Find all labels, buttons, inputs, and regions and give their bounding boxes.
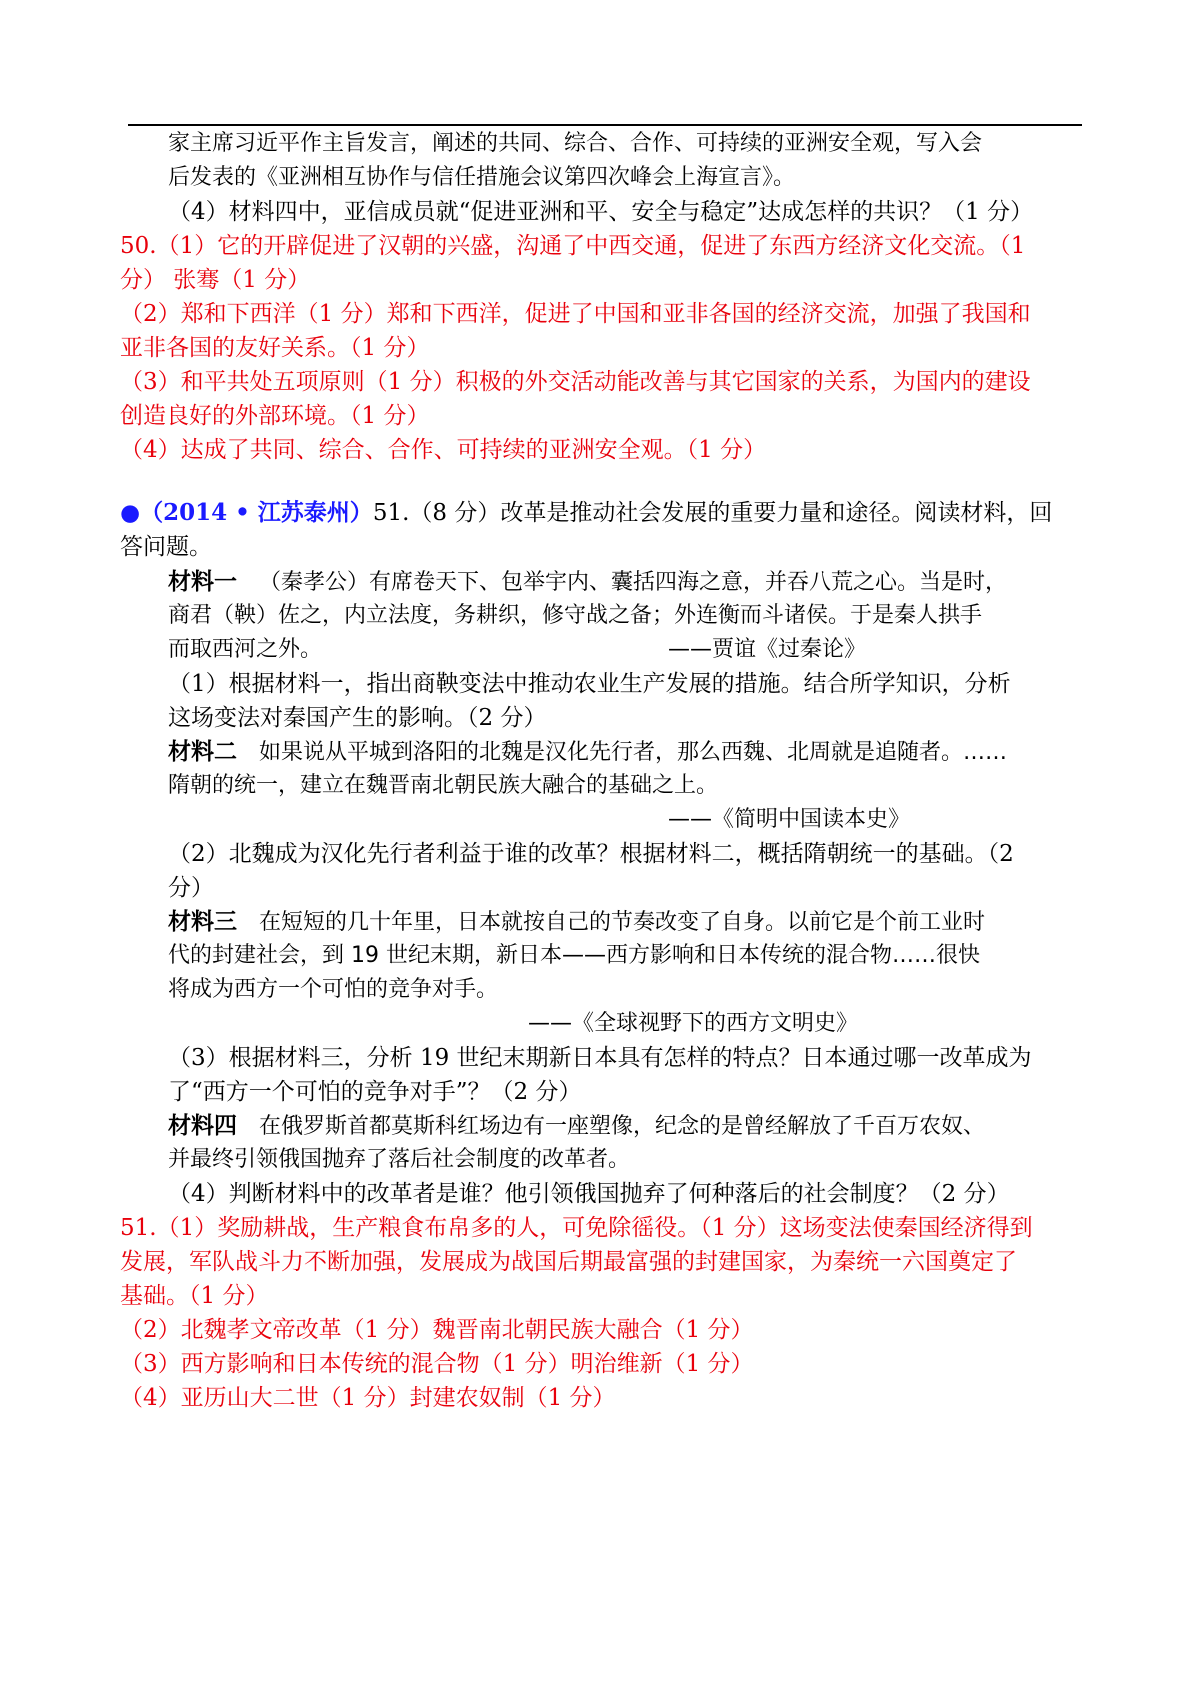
material-1-label: 材料一 <box>168 568 237 595</box>
material-continuation-line: 家主席习近平作主旨发言，阐述的共同、综合、合作、可持续的亚洲安全观，写入会 <box>168 131 983 156</box>
answer-50-line: 分） 张骞（1 分） <box>120 267 311 293</box>
question-51-2: （2）北魏成为汉化先行者利益于谁的改革？根据材料二，概括隋朝统一的基础。（2 <box>168 841 1014 867</box>
bullet-icon: ● <box>120 499 141 526</box>
material-1 <box>168 566 1007 599</box>
answer-50-line: （3）和平共处五项原则（1 分）积极的外交活动能改善与其它国家的关系，为国内的建设 <box>120 369 1031 395</box>
material-3-text: 代的封建社会，到 19 世纪末期，新日本——西方影响和日本传统的混合物……很快 <box>168 943 980 968</box>
material-2-text: 如果说从平城到洛阳的北魏是汉化先行者，那么西魏、北周就是追随者。…… <box>259 740 1008 765</box>
answer-51-line: （3）西方影响和日本传统的混合物（1 分）明治维新（1 分） <box>120 1351 754 1377</box>
header-rule <box>128 124 1082 126</box>
question-51-3: 了“西方一个可怕的竞争对手”？（2 分） <box>168 1079 582 1105</box>
material-continuation-line: 后发表的《亚洲相互协作与信任措施会议第四次峰会上海宣言》。 <box>168 165 796 190</box>
question-51-stem: 51.（8 分）改革是推动社会发展的重要力量和途径。阅读材料，回 <box>372 500 1053 526</box>
material-1-source: ——贾谊《过秦论》 <box>668 637 867 662</box>
material-3-text: 在短短的几十年里，日本就按自己的节奏改变了自身。以前它是个前工业时 <box>259 910 986 935</box>
question-50-4: （4）材料四中，亚信成员就“促进亚洲和平、安全与稳定”达成怎样的共识？（1 分） <box>168 199 1034 225</box>
answer-51-line: 51.（1）奖励耕战，生产粮食布帛多的人，可免除徭役。（1 分）这场变法使秦国经济得到 <box>120 1215 1033 1241</box>
material-1-text: （秦孝公）有席卷天下、包举宇内、囊括四海之意，并吞八荒之心。当是时， <box>259 570 1008 595</box>
answer-50-line: （4）达成了共同、综合、合作、可持续的亚洲安全观。（1 分） <box>120 437 767 463</box>
answer-50-line: 50.（1）它的开辟促进了汉朝的兴盛，沟通了中西交通，促进了东西方经济文化交流。（1 <box>120 233 1026 259</box>
material-3-label: 材料三 <box>168 908 237 935</box>
material-4 <box>168 1110 985 1143</box>
material-2 <box>168 736 1007 769</box>
question-51-intro <box>120 497 1052 529</box>
answer-50-line: （2）郑和下西洋（1 分）郑和下西洋，促进了中国和亚非各国的经济交流，加强了我国和 <box>120 301 1031 327</box>
question-51-3: （3）根据材料三，分析 19 世纪末期新日本具有怎样的特点？日本通过哪一改革成为 <box>168 1045 1032 1071</box>
material-3 <box>168 906 985 939</box>
question-source: （2014 • 江苏泰州） <box>140 499 373 526</box>
question-51-1: 这场变法对秦国产生的影响。（2 分） <box>168 705 547 731</box>
answer-50-line: 亚非各国的友好关系。（1 分） <box>120 335 430 361</box>
question-51-2: 分） <box>168 875 214 901</box>
answer-51-line: （4）亚历山大二世（1 分）封建农奴制（1 分） <box>120 1385 616 1411</box>
material-4-text: 在俄罗斯首都莫斯科红场边有一座塑像，纪念的是曾经解放了千百万农奴、 <box>259 1114 986 1139</box>
material-2-label: 材料二 <box>168 738 237 765</box>
answer-50-line: 创造良好的外部环境。（1 分） <box>120 403 430 429</box>
question-51-1: （1）根据材料一，指出商鞅变法中推动农业生产发展的措施。结合所学知识，分析 <box>168 671 1011 697</box>
material-4-text: 并最终引领俄国抛弃了落后社会制度的改革者。 <box>168 1147 631 1172</box>
question-51-4: （4）判断材料中的改革者是谁？他引领俄国抛弃了何种落后的社会制度？（2 分） <box>168 1181 1010 1207</box>
material-3-text: 将成为西方一个可怕的竞争对手。 <box>168 977 499 1002</box>
answer-51-line: 发展，军队战斗力不断加强，发展成为战国后期最富强的封建国家，为秦统一六国奠定了 <box>120 1249 1017 1275</box>
material-2-text: 隋朝的统一，建立在魏晋南北朝民族大融合的基础之上。 <box>168 773 719 798</box>
question-51-stem-cont: 答问题。 <box>120 534 212 560</box>
answer-51-line: （2）北魏孝文帝改革（1 分）魏晋南北朝民族大融合（1 分） <box>120 1317 754 1343</box>
material-1-text: 而取西河之外。 <box>168 637 323 662</box>
material-3-source: ——《全球视野下的西方文明史》 <box>528 1011 859 1036</box>
material-1-text: 商君（鞅）佐之，内立法度，务耕织，修守战之备；外连衡而斗诸侯。于是秦人拱手 <box>168 603 983 628</box>
material-4-label: 材料四 <box>168 1112 237 1139</box>
answer-51-line: 基础。（1 分） <box>120 1283 269 1309</box>
material-2-source: ——《简明中国读本史》 <box>668 807 911 832</box>
